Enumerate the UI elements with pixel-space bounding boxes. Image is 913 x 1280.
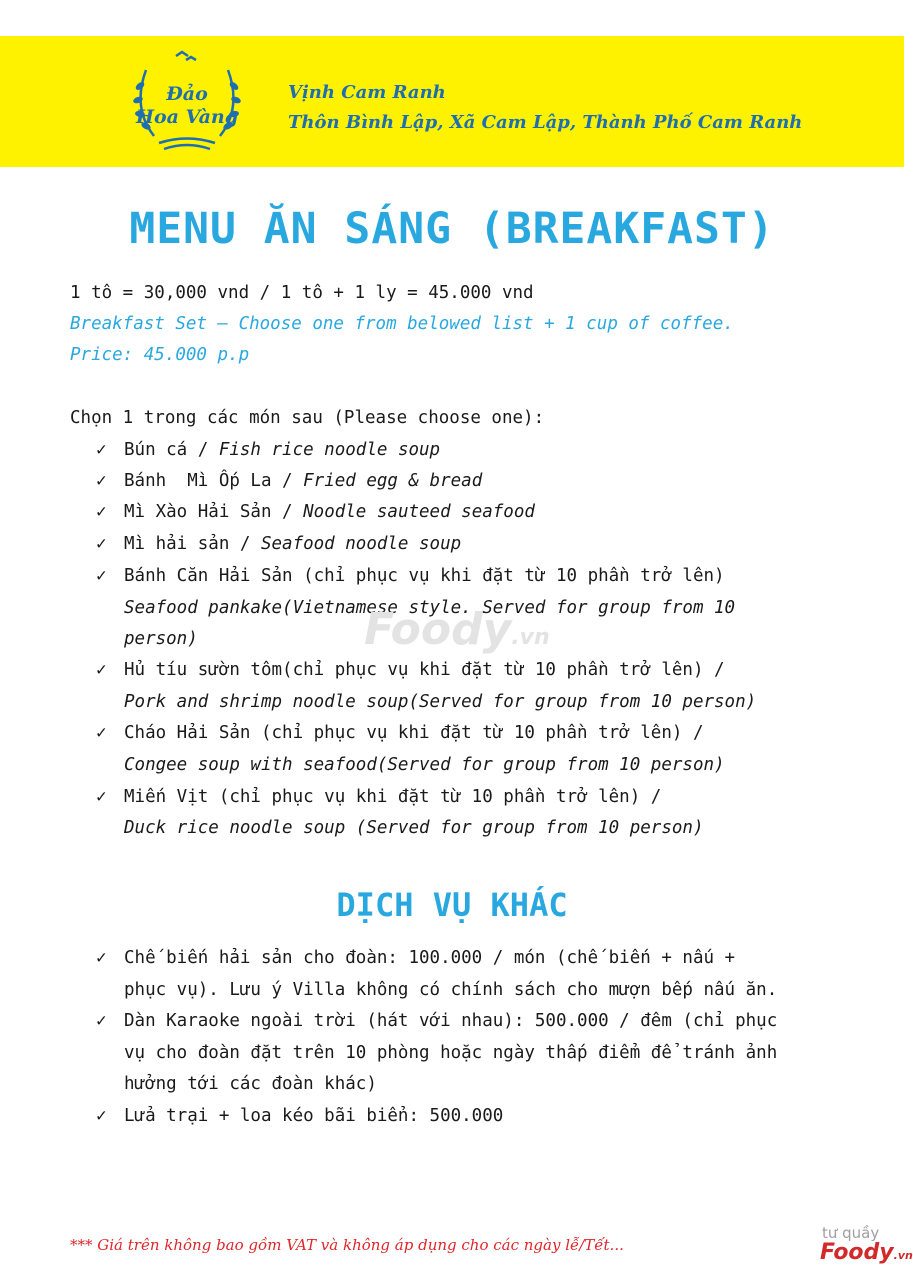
corner-watermark-caption: tư quầy [822,1224,880,1242]
price-line: 1 tô = 30,000 vnd / 1 tô + 1 ly = 45.000 vnd [70,283,534,303]
item-vi: Mì hải sản / [124,534,261,554]
header-banner [0,36,904,167]
foody-watermark: Foody.vn [364,604,550,655]
foody-corner-logo: Foody.vn [820,1240,913,1265]
service-line: Chế biến hải sản cho đoàn: 100.000 / món (chế biến + nấu + [124,948,736,968]
choose-label: Chọn 1 trong các món sau (Please choose one): [70,408,545,428]
footer-note: *** Giá trên không bao gồm VAT và không áp dụng cho các ngày lễ/Tết... [70,1236,624,1254]
item-vi: Bánh Mì Ốp La / [124,471,304,491]
check-icon: ✓ [96,471,107,491]
item-vi: Miến Vịt (chỉ phục vụ khi đặt từ 10 phần trở lên) / [124,787,662,807]
page-title: MENU ĂN SÁNG (BREAKFAST) [129,204,775,254]
logo-text-line2: Hoa Vàng [136,106,238,128]
item-en: Seafood pankake(Vietnamese style. Served for group from 10 [124,598,736,618]
section-title-other-services: DỊCH VỤ KHÁC [336,886,568,924]
check-icon: ✓ [96,723,107,743]
check-icon: ✓ [96,787,107,807]
check-icon: ✓ [96,1106,107,1126]
service-line: Lửa trại + loa kéo bãi biển: 500.000 [124,1106,504,1126]
breakfast-set-line: Breakfast Set – Choose one from belowed list + 1 cup of coffee. [70,314,734,334]
check-icon: ✓ [96,660,107,680]
service-line: phục vụ). Lưu ý Villa không có chính sách cho mượn bếp nấu ăn. [124,980,778,1000]
logo-text-line1: Đảo [166,83,208,105]
item-en: Duck rice noodle soup (Served for group from 10 person) [124,818,704,838]
item-vi: Bánh Căn Hải Sản (chỉ phục vụ khi đặt từ 10 phần trở lên) [124,566,725,586]
service-line: Dàn Karaoke ngoài trời (hát với nhau): 500.000 / đêm (chỉ phục [124,1011,778,1031]
item-en: Fish rice noodle soup [218,440,441,460]
address-line-1: Vịnh Cam Ranh [288,82,446,103]
check-icon: ✓ [96,948,107,968]
item-vi: Hủ tíu sườn tôm(chỉ phục vụ khi đặt từ 10 phần trở lên) / [124,660,725,680]
item-vi: Cháo Hải Sản (chỉ phục vụ khi đặt từ 10 phần trở lên) / [124,723,704,743]
address-line-2: Thôn Bình Lập, Xã Cam Lập, Thành Phố Cam Ranh [288,112,803,133]
check-icon: ✓ [96,502,107,522]
dao-hoa-vang-logo [124,48,250,154]
item-en: Fried egg & bread [303,471,483,491]
item-en: Noodle sauteed seafood [303,502,535,522]
item-en: Seafood noodle soup [260,534,462,554]
service-line: hưởng tới các đoàn khác) [124,1074,377,1094]
check-icon: ✓ [96,534,107,554]
check-icon: ✓ [96,1011,107,1031]
check-icon: ✓ [96,566,107,586]
item-en-cont: person) [124,629,198,649]
check-icon: ✓ [96,440,107,460]
item-en: Congee soup with seafood(Served for group from 10 person) [124,755,725,775]
item-vi: Mì Xào Hải Sản / [124,502,304,522]
set-price-line: Price: 45.000 p.p [70,345,250,365]
address-block [288,78,802,138]
item-vi: Bún cá / [124,440,219,460]
item-en: Pork and shrimp noodle soup(Served for group from 10 person) [124,692,757,712]
service-line: vụ cho đoàn đặt trên 10 phòng hoặc ngày thấp điểm để tránh ảnh [124,1043,778,1063]
